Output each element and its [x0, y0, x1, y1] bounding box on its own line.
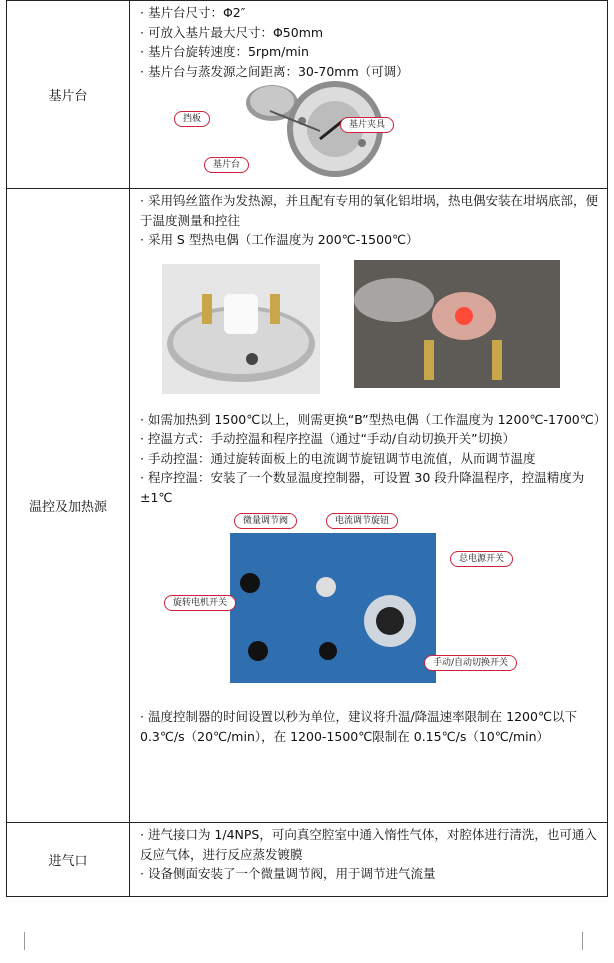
row-content-gas-inlet — [130, 823, 608, 897]
callout-micro-valve: 微量调节阀 — [234, 513, 297, 529]
callout-substrate-clamp: 基片夹具 — [340, 117, 394, 133]
row-label-substrate: 基片台 — [7, 1, 130, 189]
list-item: · 基片台旋转速度：5rpm/min — [140, 44, 309, 59]
page-corner-mark-right — [582, 932, 601, 950]
row-label-heating: 温控及加热源 — [7, 189, 130, 823]
heater-photo-left — [162, 264, 320, 394]
spec-table — [6, 0, 608, 897]
row-content-substrate — [130, 1, 608, 189]
list-item: · 手动控温：通过旋转面板上的电流调节旋钮调节电流值，从而调节温度 — [140, 450, 536, 466]
list-item: · 程序控温：安装了一个数显温度控制器，可设置 30 段升降温程序，控温精度为±1℃ — [140, 470, 585, 505]
substrate-stage-photo — [140, 81, 601, 185]
heater-photo-right — [354, 260, 560, 388]
table-row — [7, 823, 608, 897]
list-item: · 基片台尺寸：Φ2″ — [140, 5, 246, 20]
list-item: · 温度控制器的时间设置以秒为单位，建议将升温/降温速率限制在 1200℃以下 0.3℃/s（20℃/min），在 1200-1500℃限制在 0.15℃/s（10℃/min） — [140, 709, 577, 744]
callout-rotation-motor: 旋转电机开关 — [164, 595, 236, 611]
callout-main-power: 总电源开关 — [450, 551, 513, 567]
table-row — [7, 189, 608, 823]
row-label-gas-inlet: 进气口 — [7, 823, 130, 897]
control-panel-photo — [140, 507, 601, 707]
heater-photos — [140, 250, 601, 410]
row-content-heating — [130, 189, 608, 823]
list-item: · 控温方式：手动控温和程序控温（通过“手动/自动切换开关”切换） — [140, 431, 516, 446]
page-corner-mark-left — [6, 932, 25, 950]
control-panel-image — [230, 533, 436, 683]
callout-manual-auto-switch: 手动/自动切换开关 — [424, 655, 517, 671]
list-item: · 进气接口为 1/4NPS，可向真空腔室中通入惰性气体，对腔体进行清洗，也可通入反应气体，进行反应蒸发镀膜 — [140, 827, 597, 862]
callout-current-knob: 电流调节旋钮 — [326, 513, 398, 529]
list-item: · 可放入基片最大尺寸：Φ50mm — [140, 24, 324, 40]
callout-substrate-stage: 基片台 — [204, 157, 249, 173]
list-item: · 设备侧面安装了一个微量调节阀，用于调节进气流量 — [140, 866, 436, 881]
list-item: · 采用钨丝篮作为发热源，并且配有专用的氧化铝坩埚，热电偶安装在坩埚底部，便于温度测量和控往 — [140, 193, 598, 228]
callout-shutter: 挡板 — [174, 111, 210, 127]
list-item: · 如需加热到 1500℃以上，则需更换“B”型热电偶（工作温度为 1200℃-1700℃） — [140, 411, 607, 427]
list-item: · 基片台与蒸发源之间距离：30-70mm（可调） — [140, 63, 409, 79]
table-row — [7, 1, 608, 189]
list-item: · 采用 S 型热电偶（工作温度为 200℃-1500℃） — [140, 232, 419, 247]
